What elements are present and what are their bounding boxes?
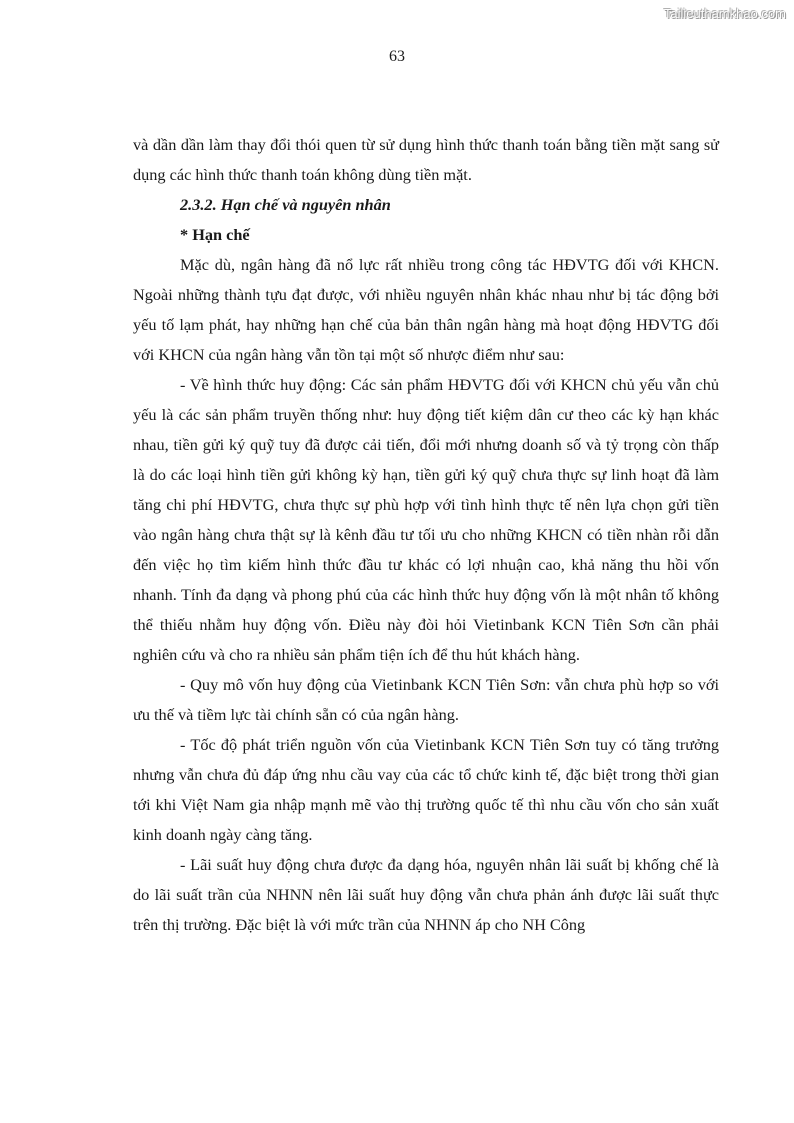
paragraph-bullet-interest-rate: - Lãi suất huy động chưa được đa dạng hóa, nguyên nhân lãi suất bị khống chế là do lãi suất trần của NHNN nên lãi suất huy động vẫn chưa phản ánh được lãi suất thực trên thị trường. Đặc biệt là với mức trần của NHNN áp cho NH Công [133, 855, 719, 934]
paragraph-bullet-capital-scale: - Quy mô vốn huy động của Vietinbank KCN Tiên Sơn: vẫn chưa phù hợp so với ưu thế và tiềm lực tài chính sẵn có của ngân hàng. [133, 675, 719, 724]
paragraph-bullet-mobilization-form: - Về hình thức huy động: Các sản phẩm HĐVTG đối với KHCN chủ yếu vẫn chủ yếu là các sản phẩm truyền thống như: huy động tiết kiệm dân cư theo các kỳ hạn khác nhau, tiền gửi ký quỹ tuy đã được cải tiến, đổi mới nhưng doanh số và tỷ trọng còn thấp là do các loại hình tiền gửi không kỳ hạn, tiền gửi ký quỹ chưa thực sự linh hoạt đã làm tăng chi phí HĐVTG, chưa thực sự phù hợp với tình hình thực tế nên lựa chọn gửi tiền vào ngân hàng chưa thật sự là kênh đầu tư tối ưu cho những KHCN có tiền nhàn rỗi dẫn đến việc họ tìm kiếm hình thức đầu tư khác có lợi nhuận cao, khả năng thu hồi vốn nhanh. Tính đa dạng và phong phú của các hình thức huy động vốn là một nhân tố không thể thiếu nhằm huy động vốn. Điều này đòi hỏi Vietinbank KCN Tiên Sơn cần phải nghiên cứu và cho ra nhiều sản phẩm tiện ích để thu hút khách hàng. [133, 375, 719, 664]
paragraph-bullet-growth-rate: - Tốc độ phát triển nguồn vốn của Vietinbank KCN Tiên Sơn tuy có tăng trưởng nhưng vẫn chưa đủ đáp ứng nhu cầu vay của các tổ chức kinh tế, đặc biệt trong thời gian tới khi Việt Nam gia nhập mạnh mẽ vào thị trường quốc tế thì nhu cầu vốn cho sản xuất kinh doanh ngày càng tăng. [133, 735, 719, 844]
watermark: Tailieuthamkhao.com [663, 6, 786, 21]
section-heading: 2.3.2. Hạn chế và nguyên nhân [180, 195, 391, 214]
subsection-heading: * Hạn chế [180, 225, 250, 244]
document-body [133, 130, 719, 940]
paragraph-intro: Mặc dù, ngân hàng đã nổ lực rất nhiều trong công tác HĐVTG đối với KHCN. Ngoài những thành tựu đạt được, với nhiều nguyên nhân khác nhau như bị tác động bởi yếu tố lạm phát, hay những hạn chế của bản thân ngân hàng mà hoạt động HĐVTG đối với KHCN của ngân hàng vẫn tồn tại một số nhược điểm như sau: [133, 255, 719, 364]
paragraph-continuation: và dần dần làm thay đổi thói quen từ sử dụng hình thức thanh toán bằng tiền mặt sang sử dụng các hình thức thanh toán không dùng tiền mặt. [133, 135, 719, 184]
page-number: 63 [389, 48, 405, 65]
